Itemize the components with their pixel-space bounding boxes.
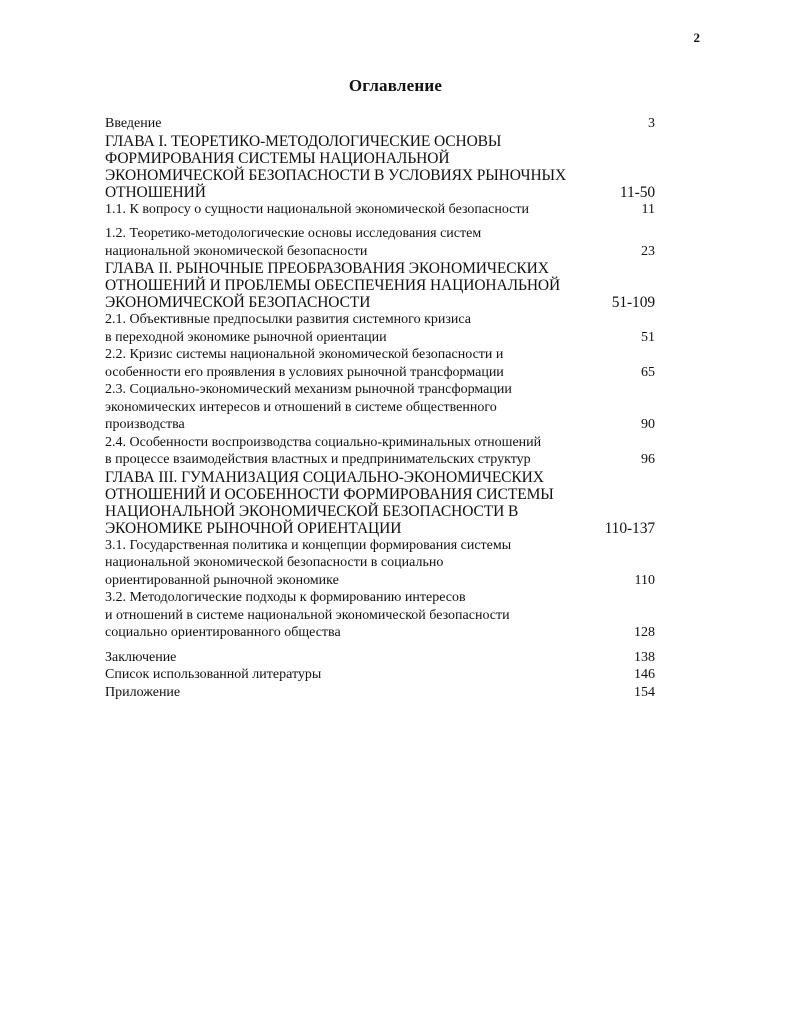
toc-entry-line: Заключение <box>105 649 177 665</box>
toc-entry <box>105 381 655 434</box>
toc-entry <box>105 649 655 667</box>
toc-entry-title <box>105 649 634 667</box>
toc-entry <box>105 537 655 590</box>
toc-entry-line: национальной экономической безопасности <box>105 243 368 259</box>
toc-entry-title <box>105 537 635 590</box>
toc-entry-title <box>105 469 605 537</box>
toc-entry-line: 3.1. Государственная политика и концепции формирования системы <box>105 537 512 553</box>
toc-entry-page: 51-109 <box>611 294 655 311</box>
toc-entry-line: в переходной экономике рыночной ориентации <box>105 329 387 345</box>
toc-entry-page: 51 <box>641 329 655 345</box>
toc-entry-line: ГЛАВА III. ГУМАНИЗАЦИЯ СОЦИАЛЬНО-ЭКОНОМИЧЕСКИХ <box>105 468 544 486</box>
toc-entry-page: 146 <box>634 667 655 682</box>
toc-entry-line: 2.3. Социально-экономический механизм рыночной трансформации <box>105 382 512 397</box>
toc-entry-line: национальной экономической безопасности в социально <box>105 555 444 570</box>
page-title: Оглавление <box>348 76 443 95</box>
toc-entry-page: 65 <box>641 364 655 380</box>
toc-entry-line: Введение <box>105 116 162 131</box>
toc-entry-line: 2.1. Объективные предпосылки развития системного кризиса <box>105 312 471 327</box>
toc-entry-title <box>105 115 648 133</box>
toc-entry-line: ориентированной рыночной экономике <box>105 572 339 588</box>
toc-entry-title <box>105 589 634 642</box>
toc-entry-page: 23 <box>641 243 655 259</box>
toc-entry-title <box>105 434 641 469</box>
toc-entry-line: Список использованной литературы <box>105 667 322 682</box>
toc-entry-line: ОТНОШЕНИЙ И ПРОБЛЕМЫ ОБЕСПЕЧЕНИЯ НАЦИОНАЛЬНОЙ <box>105 277 561 294</box>
toc-entry-line: 3.2. Методологические подходы к формированию интересов <box>105 590 466 605</box>
page-number: 2 <box>693 30 700 45</box>
toc-entry-line: 2.2. Кризис системы национальной экономической безопасности и <box>105 347 504 362</box>
toc-entry-page: 138 <box>634 649 655 665</box>
table-of-contents <box>105 115 655 701</box>
toc-entry-title <box>105 225 641 260</box>
toc-entry-line: 1.1. К вопросу о сущности национальной экономической безопасности <box>105 201 530 217</box>
toc-entry-line: Приложение <box>105 684 181 700</box>
toc-entry-title <box>105 311 641 346</box>
toc-entry <box>105 589 655 642</box>
toc-entry <box>105 666 655 684</box>
toc-entry-page: 128 <box>634 625 655 640</box>
toc-entry-line: ЭКОНОМИКЕ РЫНОЧНОЙ ОРИЕНТАЦИИ <box>105 519 402 537</box>
toc-entry-page: 11-50 <box>619 183 655 201</box>
toc-chapter-entry <box>105 260 655 311</box>
toc-entry-line: ЭКОНОМИЧЕСКОЙ БЕЗОПАСНОСТИ В УСЛОВИЯХ РЫНОЧНЫХ <box>105 166 567 184</box>
toc-chapter-entry <box>105 133 655 201</box>
toc-entry-line: ФОРМИРОВАНИЯ СИСТЕМЫ НАЦИОНАЛЬНОЙ <box>105 149 450 167</box>
toc-entry <box>105 434 655 469</box>
toc-entry-line: ОТНОШЕНИЙ И ОСОБЕННОСТИ ФОРМИРОВАНИЯ СИСТЕМЫ <box>105 485 554 503</box>
toc-entry <box>105 346 655 381</box>
toc-chapter-entry <box>105 469 655 537</box>
toc-entry-line: экономических интересов и отношений в системе общественного <box>105 399 497 415</box>
toc-entry <box>105 684 655 702</box>
toc-entry-line: в процессе взаимодействия властных и предпринимательских структур <box>105 452 531 467</box>
toc-entry-line: ЭКОНОМИЧЕСКОЙ БЕЗОПАСНОСТИ <box>105 294 371 311</box>
toc-entry-title <box>105 666 634 684</box>
toc-entry-page: 110-137 <box>604 519 655 537</box>
toc-entry-page: 90 <box>641 417 655 432</box>
toc-entry <box>105 225 655 260</box>
toc-entry-line: производства <box>105 417 185 432</box>
toc-entry-title <box>105 381 641 434</box>
toc-entry-title <box>105 684 634 702</box>
toc-entry-page: 96 <box>641 452 655 467</box>
toc-entry-page: 154 <box>634 684 655 700</box>
toc-entry <box>105 115 655 133</box>
toc-entry <box>105 311 655 346</box>
toc-entry-title <box>105 201 642 219</box>
toc-entry-line: ОТНОШЕНИЙ <box>105 183 206 201</box>
toc-entry-line: ГЛАВА I. ТЕОРЕТИКО-МЕТОДОЛОГИЧЕСКИЕ ОСНОВЫ <box>105 132 502 150</box>
toc-entry-page: 11 <box>641 201 655 217</box>
toc-entry-line: социально ориентированного общества <box>105 625 341 640</box>
toc-entry-line: особенности его проявления в условиях рыночной трансформации <box>105 364 504 380</box>
toc-entry-line: и отношений в системе национальной экономической безопасности <box>105 607 510 623</box>
toc-entry-line: 1.2. Теоретико-методологические основы исследования систем <box>105 226 482 241</box>
toc-entry-title <box>105 260 612 311</box>
toc-entry-page: 3 <box>648 116 655 131</box>
toc-entry-title <box>105 346 641 381</box>
toc-entry-line: 2.4. Особенности воспроизводства социально-криминальных отношений <box>105 434 542 450</box>
toc-entry-line: НАЦИОНАЛЬНОЙ ЭКОНОМИЧЕСКОЙ БЕЗОПАСНОСТИ В <box>105 502 519 520</box>
toc-entry-page: 110 <box>634 572 655 588</box>
toc-entry-line: ГЛАВА II. РЫНОЧНЫЕ ПРЕОБРАЗОВАНИЯ ЭКОНОМИЧЕСКИХ <box>105 260 549 277</box>
toc-entry <box>105 201 655 219</box>
toc-entry-title <box>105 133 620 201</box>
